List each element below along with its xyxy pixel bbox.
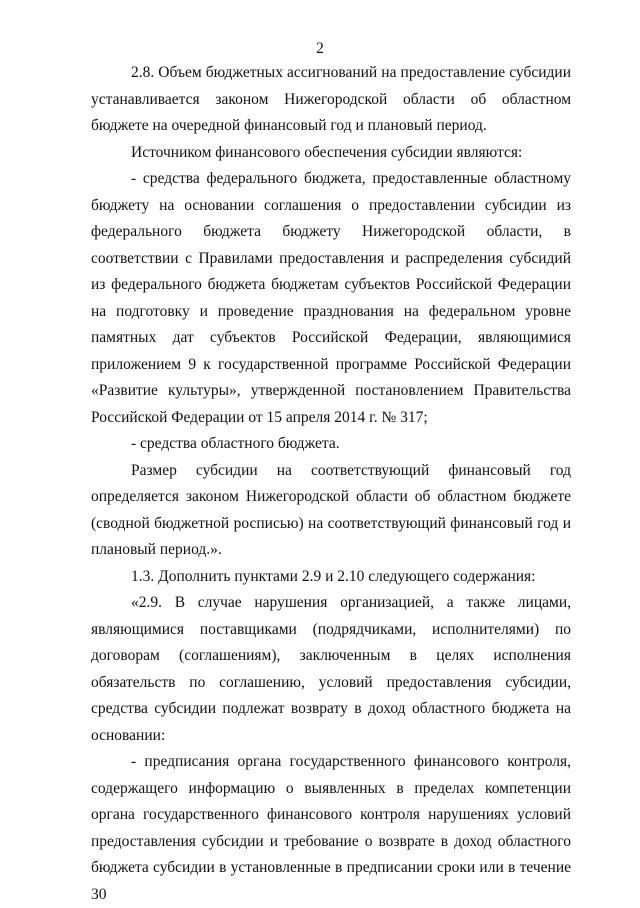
paragraph-1-3: 1.3. Дополнить пунктами 2.9 и 2.10 следующего содержания:	[131, 567, 536, 585]
paragraph-prescription: - предписания органа государственного финансового контроля, содержащего информацию о выявленных в пределах компетенции органа государственного финансового контроля нарушениях условий предоставления субсидии и требование о возврате в доход областного бюджета субсидии в установленные в предписании сроки или в течение 30	[91, 753, 571, 903]
paragraph-funding-sources: Источником финансового обеспечения субсидии являются:	[131, 143, 523, 161]
paragraph-federal-budget: - средства федерального бюджета, предоставленные областному бюджету на основании соглашения о предоставлении субсидии из федерального бюджета бюджету Нижегородской области, в соответствии с Правилами предоставления и распределения субсидий из федерального бюджета бюджетам субъектов Российской Федерации на подготовку и проведение празднования на федеральном уровне памятных дат субъектов Российской Федерации, являющимися приложением 9 к государственной программе Российской Федерации «Развитие культуры», утвержденной постановлением Правительства Российской Федерации от 15 апреля 2014 г. № 317;	[91, 170, 571, 426]
paragraph-2-9: «2.9. В случае нарушения организацией, а также лицами, являющимися поставщиками (подрядчиками, исполнителями) по договорам (соглашениям), заключенным в целях исполнения обязательств по соглашению, условий предоставления субсидии, средства субсидии подлежат возврату в доход областного бюджета на основании:	[91, 594, 571, 744]
paragraph-subsidy-size: Размер субсидии на соответствующий финансовый год определяется законом Нижегородской области об областном бюджете (сводной бюджетной росписью) на соответствующий финансовый год и плановый период.».	[91, 461, 571, 558]
paragraph-2-8: 2.8. Объем бюджетных ассигнований на предоставление субсидии устанавливается законом Нижегородской области об областном бюджете на очередной финансовый год и плановый период.	[91, 64, 571, 134]
page-number: 2	[316, 40, 324, 57]
paragraph-regional-budget: - средства областного бюджета.	[131, 435, 340, 452]
document-body	[91, 60, 571, 908]
